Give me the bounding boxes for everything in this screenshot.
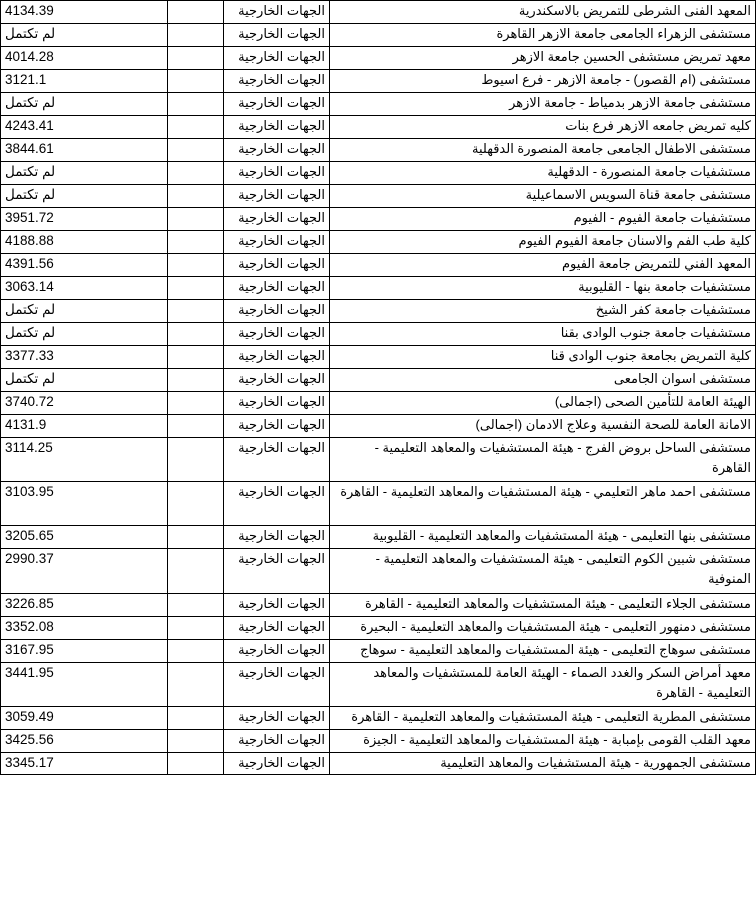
value-cell[interactable]: 3226.85 bbox=[1, 594, 168, 617]
value-cell[interactable]: لم تكتمل bbox=[1, 93, 168, 116]
destination-cell[interactable]: الجهات الخارجية bbox=[224, 300, 330, 323]
value-cell[interactable]: 4014.28 bbox=[1, 47, 168, 70]
hospital-name-cell[interactable]: مستشفى الجمهورية - هيئة المستشفيات والمعاهد التعليمية bbox=[330, 753, 756, 775]
empty-cell[interactable] bbox=[168, 640, 224, 663]
destination-cell[interactable]: الجهات الخارجية bbox=[224, 277, 330, 300]
empty-cell[interactable] bbox=[168, 415, 224, 438]
destination-cell[interactable]: الجهات الخارجية bbox=[224, 369, 330, 392]
value-cell[interactable]: لم تكتمل bbox=[1, 369, 168, 392]
value-cell[interactable]: لم تكتمل bbox=[1, 24, 168, 47]
hospital-name-cell[interactable]: مستشفى المطرية التعليمى - هيئة المستشفيات والمعاهد التعليمية - القاهرة bbox=[330, 707, 756, 730]
hospital-name-cell[interactable]: مستشفى دمنهور التعليمى - هيئة المستشفيات والمعاهد التعليمية - البحيرة bbox=[330, 617, 756, 640]
hospital-name-cell[interactable]: معهد القلب القومى بإمبابة - هيئة المستشفيات والمعاهد التعليمية - الجيزة bbox=[330, 730, 756, 753]
table-row bbox=[1, 663, 756, 707]
table-row bbox=[1, 47, 756, 70]
table-row bbox=[1, 640, 756, 663]
destination-cell[interactable]: الجهات الخارجية bbox=[224, 1, 330, 24]
value-cell[interactable]: 4391.56 bbox=[1, 254, 168, 277]
empty-cell[interactable] bbox=[168, 617, 224, 640]
value-cell[interactable]: 3441.95 bbox=[1, 663, 168, 707]
table-row bbox=[1, 300, 756, 323]
value-cell[interactable]: 3951.72 bbox=[1, 208, 168, 231]
table-row bbox=[1, 185, 756, 208]
hospital-name-cell[interactable]: مستشفيات جامعة جنوب الوادى بقنا bbox=[330, 323, 756, 346]
empty-cell[interactable] bbox=[168, 707, 224, 730]
table-row bbox=[1, 617, 756, 640]
hospital-name-cell[interactable]: المعهد الفني للتمريض جامعة الفيوم bbox=[330, 254, 756, 277]
hospital-name-cell[interactable]: مستشفيات جامعة المنصورة - الدقهلية bbox=[330, 162, 756, 185]
destination-cell[interactable]: الجهات الخارجية bbox=[224, 24, 330, 47]
empty-cell[interactable] bbox=[168, 47, 224, 70]
destination-cell[interactable]: الجهات الخارجية bbox=[224, 346, 330, 369]
value-cell[interactable]: 3167.95 bbox=[1, 640, 168, 663]
destination-cell[interactable]: الجهات الخارجية bbox=[224, 526, 330, 549]
hospital-name-cell[interactable]: معهد أمراض السكر والغدد الصماء - الهيئة العامة للمستشفيات والمعاهد التعليمية - القاهرة bbox=[330, 663, 756, 707]
destination-cell[interactable]: الجهات الخارجية bbox=[224, 438, 330, 482]
value-cell[interactable]: 3114.25 bbox=[1, 438, 168, 482]
empty-cell[interactable] bbox=[168, 369, 224, 392]
destination-cell[interactable]: الجهات الخارجية bbox=[224, 753, 330, 775]
destination-cell[interactable]: الجهات الخارجية bbox=[224, 730, 330, 753]
value-cell[interactable]: 3063.14 bbox=[1, 277, 168, 300]
table-row bbox=[1, 70, 756, 93]
table-row bbox=[1, 93, 756, 116]
value-cell[interactable]: 3740.72 bbox=[1, 392, 168, 415]
value-cell[interactable]: 4131.9 bbox=[1, 415, 168, 438]
destination-cell[interactable]: الجهات الخارجية bbox=[224, 162, 330, 185]
value-cell[interactable]: 3121.1 bbox=[1, 70, 168, 93]
value-cell[interactable]: 3352.08 bbox=[1, 617, 168, 640]
empty-cell[interactable] bbox=[168, 277, 224, 300]
hospital-name-cell[interactable]: كلية التمريض بجامعة جنوب الوادى قنا bbox=[330, 346, 756, 369]
hospital-name-cell[interactable]: مستشفى الزهراء الجامعى جامعة الازهر القاهرة bbox=[330, 24, 756, 47]
value-cell[interactable]: لم تكتمل bbox=[1, 185, 168, 208]
table-row bbox=[1, 277, 756, 300]
table-row bbox=[1, 369, 756, 392]
hospital-name-cell[interactable]: مستشفى الجلاء التعليمى - هيئة المستشفيات والمعاهد التعليمية - القاهرة bbox=[330, 594, 756, 617]
results-table-body bbox=[1, 1, 756, 775]
hospital-name-cell[interactable]: مستشفيات جامعة كفر الشيخ bbox=[330, 300, 756, 323]
hospital-name-cell[interactable]: مستشفى جامعة الازهر بدمياط - جامعة الازهر bbox=[330, 93, 756, 116]
empty-cell[interactable] bbox=[168, 392, 224, 415]
empty-cell[interactable] bbox=[168, 139, 224, 162]
table-row bbox=[1, 208, 756, 231]
destination-cell[interactable]: الجهات الخارجية bbox=[224, 139, 330, 162]
empty-cell[interactable] bbox=[168, 231, 224, 254]
value-cell[interactable]: 4188.88 bbox=[1, 231, 168, 254]
table-row bbox=[1, 438, 756, 482]
empty-cell[interactable] bbox=[168, 346, 224, 369]
table-row bbox=[1, 231, 756, 254]
empty-cell[interactable] bbox=[168, 753, 224, 775]
empty-cell[interactable] bbox=[168, 70, 224, 93]
value-cell[interactable]: 3345.17 bbox=[1, 753, 168, 775]
table-row bbox=[1, 482, 756, 526]
value-cell[interactable]: 3103.95 bbox=[1, 482, 168, 526]
empty-cell[interactable] bbox=[168, 730, 224, 753]
destination-cell[interactable]: الجهات الخارجية bbox=[224, 116, 330, 139]
destination-cell[interactable]: الجهات الخارجية bbox=[224, 663, 330, 707]
destination-cell[interactable]: الجهات الخارجية bbox=[224, 70, 330, 93]
value-cell[interactable]: 4134.39 bbox=[1, 1, 168, 24]
empty-cell[interactable] bbox=[168, 594, 224, 617]
value-cell[interactable]: 3205.65 bbox=[1, 526, 168, 549]
hospital-name-cell[interactable]: مستشفى شبين الكوم التعليمى - هيئة المستشفيات والمعاهد التعليمية - المنوفية bbox=[330, 549, 756, 594]
destination-cell[interactable]: الجهات الخارجية bbox=[224, 231, 330, 254]
empty-cell[interactable] bbox=[168, 438, 224, 482]
destination-cell[interactable]: الجهات الخارجية bbox=[224, 415, 330, 438]
destination-cell[interactable]: الجهات الخارجية bbox=[224, 47, 330, 70]
destination-cell[interactable]: الجهات الخارجية bbox=[224, 323, 330, 346]
hospital-name-cell[interactable]: مستشفى اسوان الجامعى bbox=[330, 369, 756, 392]
table-row bbox=[1, 254, 756, 277]
empty-cell[interactable] bbox=[168, 549, 224, 594]
empty-cell[interactable] bbox=[168, 663, 224, 707]
destination-cell[interactable]: الجهات الخارجية bbox=[224, 640, 330, 663]
hospital-name-cell[interactable]: مستشفى سوهاج التعليمى - هيئة المستشفيات والمعاهد التعليمية - سوهاج bbox=[330, 640, 756, 663]
hospital-name-cell[interactable]: المعهد الفنى الشرطى للتمريض بالاسكندرية bbox=[330, 1, 756, 24]
table-row bbox=[1, 346, 756, 369]
hospital-name-cell[interactable]: مستشفى احمد ماهر التعليمي - هيئة المستشفيات والمعاهد التعليمية - القاهرة bbox=[330, 482, 756, 526]
table-row bbox=[1, 162, 756, 185]
hospital-name-cell[interactable]: كليه تمريض جامعه الازهر فرع بنات bbox=[330, 116, 756, 139]
hospital-name-cell[interactable]: مستشفى بنها التعليمى - هيئة المستشفيات والمعاهد التعليمية - القليوبية bbox=[330, 526, 756, 549]
empty-cell[interactable] bbox=[168, 323, 224, 346]
hospital-name-cell[interactable]: مستشفى الساحل بروض الفرج - هيئة المستشفيات والمعاهد التعليمية - القاهرة bbox=[330, 438, 756, 482]
hospital-name-cell[interactable]: مستشفى جامعة قناة السويس الاسماعيلية bbox=[330, 185, 756, 208]
empty-cell[interactable] bbox=[168, 1, 224, 24]
empty-cell[interactable] bbox=[168, 24, 224, 47]
destination-cell[interactable]: الجهات الخارجية bbox=[224, 93, 330, 116]
destination-cell[interactable]: الجهات الخارجية bbox=[224, 208, 330, 231]
destination-cell[interactable]: الجهات الخارجية bbox=[224, 617, 330, 640]
hospital-name-cell[interactable]: مستشفى (ام القصور) - جامعة الازهر - فرع اسيوط bbox=[330, 70, 756, 93]
table-row bbox=[1, 753, 756, 775]
table-row bbox=[1, 526, 756, 549]
hospital-name-cell[interactable]: الهيئة العامة للتأمين الصحى (اجمالى) bbox=[330, 392, 756, 415]
hospital-name-cell[interactable]: مستشفيات جامعة الفيوم - الفيوم bbox=[330, 208, 756, 231]
value-cell[interactable]: 3377.33 bbox=[1, 346, 168, 369]
empty-cell[interactable] bbox=[168, 482, 224, 526]
table-row bbox=[1, 1, 756, 24]
table-row bbox=[1, 392, 756, 415]
value-cell[interactable]: لم تكتمل bbox=[1, 300, 168, 323]
table-row bbox=[1, 730, 756, 753]
hospital-name-cell[interactable]: معهد تمريض مستشفى الحسين جامعة الازهر bbox=[330, 47, 756, 70]
table-row bbox=[1, 323, 756, 346]
value-cell[interactable]: 2990.37 bbox=[1, 549, 168, 594]
empty-cell[interactable] bbox=[168, 93, 224, 116]
destination-cell[interactable]: الجهات الخارجية bbox=[224, 482, 330, 526]
destination-cell[interactable]: الجهات الخارجية bbox=[224, 254, 330, 277]
value-cell[interactable]: 4243.41 bbox=[1, 116, 168, 139]
hospital-name-cell[interactable]: مستشفى الاطفال الجامعى جامعة المنصورة الدقهلية bbox=[330, 139, 756, 162]
empty-cell[interactable] bbox=[168, 208, 224, 231]
value-cell[interactable]: 3844.61 bbox=[1, 139, 168, 162]
empty-cell[interactable] bbox=[168, 162, 224, 185]
table-row bbox=[1, 549, 756, 594]
empty-cell[interactable] bbox=[168, 254, 224, 277]
destination-cell[interactable]: الجهات الخارجية bbox=[224, 594, 330, 617]
hospital-name-cell[interactable]: كلية طب الفم والاسنان جامعة الفيوم الفيوم bbox=[330, 231, 756, 254]
destination-cell[interactable]: الجهات الخارجية bbox=[224, 707, 330, 730]
destination-cell[interactable]: الجهات الخارجية bbox=[224, 392, 330, 415]
value-cell[interactable]: 3059.49 bbox=[1, 707, 168, 730]
table-row bbox=[1, 139, 756, 162]
table-row bbox=[1, 24, 756, 47]
empty-cell[interactable] bbox=[168, 185, 224, 208]
value-cell[interactable]: لم تكتمل bbox=[1, 162, 168, 185]
hospital-name-cell[interactable]: مستشفيات جامعة بنها - القليوبية bbox=[330, 277, 756, 300]
empty-cell[interactable] bbox=[168, 526, 224, 549]
value-cell[interactable]: 3425.56 bbox=[1, 730, 168, 753]
destination-cell[interactable]: الجهات الخارجية bbox=[224, 549, 330, 594]
table-row bbox=[1, 594, 756, 617]
destination-cell[interactable]: الجهات الخارجية bbox=[224, 185, 330, 208]
empty-cell[interactable] bbox=[168, 300, 224, 323]
table-row bbox=[1, 707, 756, 730]
table-row bbox=[1, 116, 756, 139]
hospital-name-cell[interactable]: الامانة العامة للصحة النفسية وعلاج الادمان (اجمالى) bbox=[330, 415, 756, 438]
value-cell[interactable]: لم تكتمل bbox=[1, 323, 168, 346]
empty-cell[interactable] bbox=[168, 116, 224, 139]
table-row bbox=[1, 415, 756, 438]
